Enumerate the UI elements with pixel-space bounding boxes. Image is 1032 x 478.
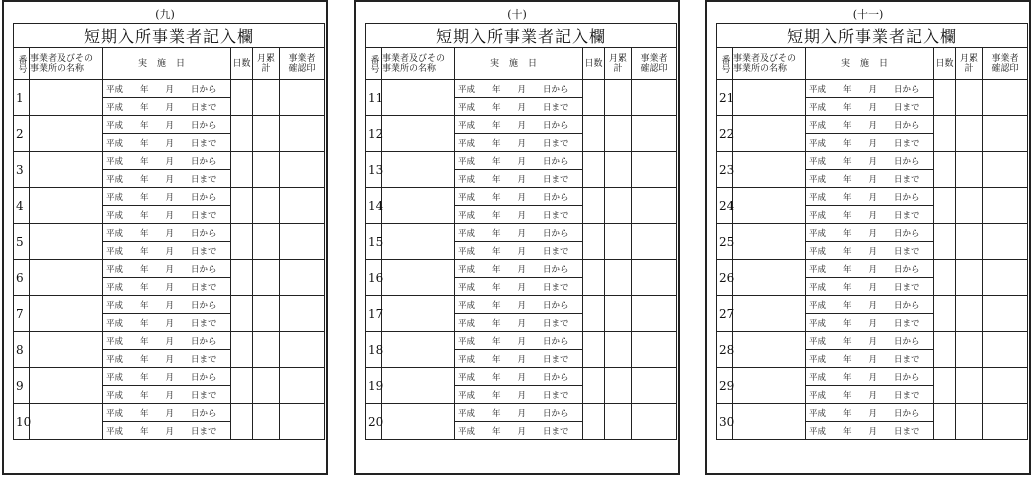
- date-to-field[interactable]: 平成 年 月 日まで: [806, 134, 934, 152]
- table-row: [366, 116, 677, 134]
- days-cell[interactable]: [583, 116, 605, 152]
- header-seal-line1: 事業者: [288, 53, 316, 64]
- table-row: [14, 296, 325, 314]
- seal-cell[interactable]: [983, 296, 1028, 332]
- form-panel: [354, 0, 680, 475]
- form-panel: [705, 0, 1031, 475]
- business-name-cell[interactable]: [733, 188, 806, 224]
- table-row: [717, 224, 1028, 242]
- table-row: [366, 368, 677, 386]
- seal-cell[interactable]: [983, 368, 1028, 404]
- date-to-field[interactable]: 平成 年 月 日まで: [806, 386, 934, 404]
- date-from-field[interactable]: 平成 年 月 日から: [455, 116, 583, 134]
- date-from-field[interactable]: 平成 年 月 日から: [806, 368, 934, 386]
- row-number: 12: [366, 116, 382, 152]
- header-business-name-line2: 事業所の名称: [382, 63, 437, 74]
- header-seal-line2: 確認印: [288, 63, 316, 74]
- business-name-cell[interactable]: [733, 296, 806, 332]
- seal-cell[interactable]: [632, 188, 677, 224]
- monthly-total-cell[interactable]: [253, 188, 280, 224]
- business-name-cell[interactable]: [382, 296, 455, 332]
- seal-cell[interactable]: [983, 332, 1028, 368]
- monthly-total-cell[interactable]: [253, 296, 280, 332]
- date-from-field[interactable]: 平成 年 月 日から: [103, 188, 231, 206]
- days-cell[interactable]: [231, 404, 253, 440]
- monthly-total-cell[interactable]: [605, 80, 632, 116]
- seal-cell[interactable]: [983, 152, 1028, 188]
- seal-cell[interactable]: [632, 116, 677, 152]
- monthly-total-cell[interactable]: [253, 116, 280, 152]
- row-number: 22: [717, 116, 733, 152]
- monthly-total-cell[interactable]: [253, 332, 280, 368]
- header-business-name-line1: 事業者及びその: [30, 53, 94, 64]
- date-from-field[interactable]: 平成 年 月 日から: [455, 188, 583, 206]
- table-row: [717, 260, 1028, 278]
- days-cell[interactable]: [934, 332, 956, 368]
- date-to-field[interactable]: 平成 年 月 日まで: [103, 242, 231, 260]
- date-to-field[interactable]: 平成 年 月 日まで: [103, 98, 231, 116]
- date-to-field[interactable]: 平成 年 月 日まで: [455, 242, 583, 260]
- date-from-field[interactable]: 平成 年 月 日から: [103, 152, 231, 170]
- date-to-field[interactable]: 平成 年 月 日まで: [806, 206, 934, 224]
- row-number: 20: [366, 404, 382, 440]
- table-row: [366, 332, 677, 350]
- business-name-cell[interactable]: [30, 296, 103, 332]
- business-name-cell[interactable]: [30, 152, 103, 188]
- table-row: [717, 368, 1028, 386]
- days-cell[interactable]: [231, 80, 253, 116]
- date-to-field[interactable]: 平成 年 月 日まで: [455, 134, 583, 152]
- days-cell[interactable]: [231, 260, 253, 296]
- seal-cell[interactable]: [983, 116, 1028, 152]
- business-name-cell[interactable]: [30, 116, 103, 152]
- seal-cell[interactable]: [632, 368, 677, 404]
- date-to-field[interactable]: 平成 年 月 日まで: [806, 314, 934, 332]
- record-table: [13, 23, 325, 440]
- row-number: 13: [366, 152, 382, 188]
- header-days: 日数: [934, 48, 956, 80]
- monthly-total-cell[interactable]: [956, 80, 983, 116]
- date-to-field[interactable]: 平成 年 月 日まで: [806, 242, 934, 260]
- seal-cell[interactable]: [632, 404, 677, 440]
- table-row: [14, 224, 325, 242]
- header-monthly-total: 月累計: [956, 48, 983, 80]
- monthly-total-cell[interactable]: [605, 116, 632, 152]
- table-row: [366, 224, 677, 242]
- date-from-field[interactable]: 平成 年 月 日から: [806, 296, 934, 314]
- business-name-cell[interactable]: [382, 260, 455, 296]
- days-cell[interactable]: [934, 404, 956, 440]
- date-to-field[interactable]: 平成 年 月 日まで: [806, 350, 934, 368]
- days-cell[interactable]: [583, 80, 605, 116]
- business-name-cell[interactable]: [733, 116, 806, 152]
- date-from-field[interactable]: 平成 年 月 日から: [806, 152, 934, 170]
- row-number: 26: [717, 260, 733, 296]
- header-business-name-line2: 事業所の名称: [30, 63, 85, 74]
- date-to-field[interactable]: 平成 年 月 日まで: [103, 170, 231, 188]
- business-name-cell[interactable]: [382, 368, 455, 404]
- date-to-field[interactable]: 平成 年 月 日まで: [806, 98, 934, 116]
- seal-cell[interactable]: [280, 368, 325, 404]
- date-to-field[interactable]: 平成 年 月 日まで: [806, 170, 934, 188]
- date-to-field[interactable]: 平成 年 月 日まで: [103, 386, 231, 404]
- seal-cell[interactable]: [632, 296, 677, 332]
- row-number: 24: [717, 188, 733, 224]
- monthly-total-cell[interactable]: [605, 224, 632, 260]
- header-seal-line2: 確認印: [640, 63, 668, 74]
- seal-cell[interactable]: [280, 80, 325, 116]
- form-panel: [2, 0, 328, 475]
- days-cell[interactable]: [934, 152, 956, 188]
- business-name-cell[interactable]: [733, 80, 806, 116]
- monthly-total-cell[interactable]: [605, 332, 632, 368]
- business-name-cell[interactable]: [382, 188, 455, 224]
- monthly-total-cell[interactable]: [956, 368, 983, 404]
- days-cell[interactable]: [934, 260, 956, 296]
- days-cell[interactable]: [583, 404, 605, 440]
- date-to-field[interactable]: 平成 年 月 日まで: [103, 206, 231, 224]
- table-row: [366, 404, 677, 422]
- header-implementation-date: 実施日: [455, 48, 583, 80]
- row-number: 1: [14, 80, 30, 116]
- seal-cell[interactable]: [280, 188, 325, 224]
- date-to-field[interactable]: 平成 年 月 日まで: [455, 170, 583, 188]
- days-cell[interactable]: [934, 368, 956, 404]
- monthly-total-cell[interactable]: [956, 116, 983, 152]
- seal-cell[interactable]: [983, 188, 1028, 224]
- table-row: [14, 404, 325, 422]
- table-row: [717, 116, 1028, 134]
- seal-cell[interactable]: [280, 332, 325, 368]
- days-cell[interactable]: [231, 296, 253, 332]
- row-number: 8: [14, 332, 30, 368]
- monthly-total-cell[interactable]: [605, 404, 632, 440]
- business-name-cell[interactable]: [382, 332, 455, 368]
- row-number: 10: [14, 404, 30, 440]
- date-to-field[interactable]: 平成 年 月 日まで: [455, 278, 583, 296]
- panel-label: (九): [155, 8, 175, 21]
- date-from-field[interactable]: 平成 年 月 日から: [455, 260, 583, 278]
- date-from-field[interactable]: 平成 年 月 日から: [455, 368, 583, 386]
- row-number: 29: [717, 368, 733, 404]
- date-from-field[interactable]: 平成 年 月 日から: [455, 404, 583, 422]
- monthly-total-cell[interactable]: [253, 404, 280, 440]
- row-number: 21: [717, 80, 733, 116]
- table-row: [366, 260, 677, 278]
- seal-cell[interactable]: [280, 224, 325, 260]
- seal-cell[interactable]: [983, 224, 1028, 260]
- monthly-total-cell[interactable]: [605, 188, 632, 224]
- header-confirmation-seal: [983, 48, 1028, 80]
- business-name-cell[interactable]: [733, 224, 806, 260]
- header-seal-line1: 事業者: [991, 53, 1019, 64]
- date-to-field[interactable]: 平成 年 月 日まで: [806, 422, 934, 440]
- row-number: 27: [717, 296, 733, 332]
- header-monthly-total: 月累計: [253, 48, 280, 80]
- header-days: 日数: [231, 48, 253, 80]
- date-from-field[interactable]: 平成 年 月 日から: [103, 332, 231, 350]
- table-row: [717, 80, 1028, 98]
- date-to-field[interactable]: 平成 年 月 日まで: [455, 386, 583, 404]
- monthly-total-cell[interactable]: [253, 152, 280, 188]
- date-to-field[interactable]: 平成 年 月 日まで: [103, 422, 231, 440]
- days-cell[interactable]: [583, 332, 605, 368]
- monthly-total-cell[interactable]: [956, 188, 983, 224]
- business-name-cell[interactable]: [733, 404, 806, 440]
- date-from-field[interactable]: 平成 年 月 日から: [806, 80, 934, 98]
- days-cell[interactable]: [934, 188, 956, 224]
- date-from-field[interactable]: 平成 年 月 日から: [806, 116, 934, 134]
- days-cell[interactable]: [934, 296, 956, 332]
- monthly-total-cell[interactable]: [956, 152, 983, 188]
- date-from-field[interactable]: 平成 年 月 日から: [103, 296, 231, 314]
- monthly-total-cell[interactable]: [605, 296, 632, 332]
- header-number: 番号: [366, 48, 382, 80]
- table-row: [717, 296, 1028, 314]
- monthly-total-cell[interactable]: [956, 260, 983, 296]
- record-table: [365, 23, 677, 440]
- row-number: 15: [366, 224, 382, 260]
- date-from-field[interactable]: 平成 年 月 日から: [103, 368, 231, 386]
- days-cell[interactable]: [583, 152, 605, 188]
- business-name-cell[interactable]: [30, 188, 103, 224]
- header-monthly-total: 月累計: [605, 48, 632, 80]
- row-number: 16: [366, 260, 382, 296]
- header-confirmation-seal: [632, 48, 677, 80]
- monthly-total-cell[interactable]: [605, 152, 632, 188]
- header-business-name-line2: 事業所の名称: [733, 63, 788, 74]
- days-cell[interactable]: [934, 224, 956, 260]
- date-from-field[interactable]: 平成 年 月 日から: [455, 152, 583, 170]
- date-to-field[interactable]: 平成 年 月 日まで: [103, 134, 231, 152]
- days-cell[interactable]: [231, 152, 253, 188]
- row-number: 7: [14, 296, 30, 332]
- header-business-name-line1: 事業者及びその: [733, 53, 797, 64]
- header-number: 番号: [14, 48, 30, 80]
- table-row: [14, 152, 325, 170]
- table-row: [717, 188, 1028, 206]
- seal-cell[interactable]: [280, 116, 325, 152]
- header-business-name: [733, 48, 806, 80]
- date-from-field[interactable]: 平成 年 月 日から: [103, 116, 231, 134]
- business-name-cell[interactable]: [30, 224, 103, 260]
- seal-cell[interactable]: [280, 152, 325, 188]
- monthly-total-cell[interactable]: [956, 296, 983, 332]
- panel-label: (十): [507, 8, 527, 21]
- seal-cell[interactable]: [280, 404, 325, 440]
- row-number: 18: [366, 332, 382, 368]
- date-from-field[interactable]: 平成 年 月 日から: [103, 224, 231, 242]
- row-number: 19: [366, 368, 382, 404]
- row-number: 14: [366, 188, 382, 224]
- days-cell[interactable]: [583, 296, 605, 332]
- seal-cell[interactable]: [632, 224, 677, 260]
- date-to-field[interactable]: 平成 年 月 日まで: [455, 98, 583, 116]
- row-number: 5: [14, 224, 30, 260]
- business-name-cell[interactable]: [733, 152, 806, 188]
- header-number: 番号: [717, 48, 733, 80]
- record-table: [716, 23, 1028, 440]
- seal-cell[interactable]: [983, 260, 1028, 296]
- business-name-cell[interactable]: [30, 404, 103, 440]
- seal-cell[interactable]: [632, 80, 677, 116]
- date-from-field[interactable]: 平成 年 月 日から: [455, 332, 583, 350]
- seal-cell[interactable]: [632, 332, 677, 368]
- table-row: [366, 80, 677, 98]
- business-name-cell[interactable]: [30, 332, 103, 368]
- date-to-field[interactable]: 平成 年 月 日まで: [455, 422, 583, 440]
- monthly-total-cell[interactable]: [253, 368, 280, 404]
- date-to-field[interactable]: 平成 年 月 日まで: [103, 314, 231, 332]
- days-cell[interactable]: [583, 260, 605, 296]
- business-name-cell[interactable]: [733, 260, 806, 296]
- business-name-cell[interactable]: [733, 368, 806, 404]
- date-from-field[interactable]: 平成 年 月 日から: [455, 224, 583, 242]
- table-title: 短期入所事業者記入欄: [366, 24, 677, 48]
- panel-label: (十一): [852, 8, 884, 21]
- date-from-field[interactable]: 平成 年 月 日から: [103, 404, 231, 422]
- days-cell[interactable]: [231, 368, 253, 404]
- monthly-total-cell[interactable]: [605, 368, 632, 404]
- business-name-cell[interactable]: [30, 80, 103, 116]
- days-cell[interactable]: [231, 188, 253, 224]
- date-from-field[interactable]: 平成 年 月 日から: [806, 224, 934, 242]
- seal-cell[interactable]: [280, 260, 325, 296]
- table-row: [717, 404, 1028, 422]
- date-to-field[interactable]: 平成 年 月 日まで: [806, 278, 934, 296]
- seal-cell[interactable]: [983, 80, 1028, 116]
- days-cell[interactable]: [231, 224, 253, 260]
- table-row: [14, 332, 325, 350]
- business-name-cell[interactable]: [382, 80, 455, 116]
- header-seal-line2: 確認印: [991, 63, 1019, 74]
- seal-cell[interactable]: [632, 260, 677, 296]
- business-name-cell[interactable]: [733, 332, 806, 368]
- header-implementation-date: 実施日: [806, 48, 934, 80]
- date-to-field[interactable]: 平成 年 月 日まで: [455, 206, 583, 224]
- days-cell[interactable]: [934, 80, 956, 116]
- business-name-cell[interactable]: [30, 260, 103, 296]
- table-row: [717, 332, 1028, 350]
- business-name-cell[interactable]: [382, 224, 455, 260]
- date-from-field[interactable]: 平成 年 月 日から: [806, 260, 934, 278]
- business-name-cell[interactable]: [30, 368, 103, 404]
- table-row: [366, 296, 677, 314]
- days-cell[interactable]: [583, 368, 605, 404]
- table-row: [14, 188, 325, 206]
- row-number: 9: [14, 368, 30, 404]
- days-cell[interactable]: [583, 188, 605, 224]
- row-number: 4: [14, 188, 30, 224]
- table-title: 短期入所事業者記入欄: [14, 24, 325, 48]
- table-row: [14, 116, 325, 134]
- date-from-field[interactable]: 平成 年 月 日から: [806, 188, 934, 206]
- table-row: [14, 368, 325, 386]
- header-business-name: [382, 48, 455, 80]
- monthly-total-cell[interactable]: [956, 224, 983, 260]
- date-from-field[interactable]: 平成 年 月 日から: [103, 80, 231, 98]
- table-title: 短期入所事業者記入欄: [717, 24, 1028, 48]
- table-row: [366, 152, 677, 170]
- seal-cell[interactable]: [280, 296, 325, 332]
- monthly-total-cell[interactable]: [605, 260, 632, 296]
- header-confirmation-seal: [280, 48, 325, 80]
- header-business-name: [30, 48, 103, 80]
- days-cell[interactable]: [934, 116, 956, 152]
- header-implementation-date: 実施日: [103, 48, 231, 80]
- row-number: 3: [14, 152, 30, 188]
- date-from-field[interactable]: 平成 年 月 日から: [806, 404, 934, 422]
- days-cell[interactable]: [231, 116, 253, 152]
- monthly-total-cell[interactable]: [956, 332, 983, 368]
- days-cell[interactable]: [583, 224, 605, 260]
- date-from-field[interactable]: 平成 年 月 日から: [455, 296, 583, 314]
- header-days: 日数: [583, 48, 605, 80]
- table-row: [717, 152, 1028, 170]
- seal-cell[interactable]: [983, 404, 1028, 440]
- row-number: 2: [14, 116, 30, 152]
- date-to-field[interactable]: 平成 年 月 日まで: [103, 350, 231, 368]
- business-name-cell[interactable]: [382, 404, 455, 440]
- monthly-total-cell[interactable]: [253, 260, 280, 296]
- business-name-cell[interactable]: [382, 116, 455, 152]
- header-business-name-line1: 事業者及びその: [382, 53, 446, 64]
- row-number: 30: [717, 404, 733, 440]
- row-number: 25: [717, 224, 733, 260]
- table-row: [366, 188, 677, 206]
- business-name-cell[interactable]: [382, 152, 455, 188]
- row-number: 6: [14, 260, 30, 296]
- date-to-field[interactable]: 平成 年 月 日まで: [103, 278, 231, 296]
- seal-cell[interactable]: [632, 152, 677, 188]
- monthly-total-cell[interactable]: [956, 404, 983, 440]
- date-from-field[interactable]: 平成 年 月 日から: [103, 260, 231, 278]
- table-row: [14, 80, 325, 98]
- row-number: 11: [366, 80, 382, 116]
- monthly-total-cell[interactable]: [253, 80, 280, 116]
- date-to-field[interactable]: 平成 年 月 日まで: [455, 350, 583, 368]
- date-from-field[interactable]: 平成 年 月 日から: [455, 80, 583, 98]
- table-row: [14, 260, 325, 278]
- row-number: 23: [717, 152, 733, 188]
- date-from-field[interactable]: 平成 年 月 日から: [806, 332, 934, 350]
- row-number: 28: [717, 332, 733, 368]
- header-seal-line1: 事業者: [640, 53, 668, 64]
- date-to-field[interactable]: 平成 年 月 日まで: [455, 314, 583, 332]
- days-cell[interactable]: [231, 332, 253, 368]
- row-number: 17: [366, 296, 382, 332]
- monthly-total-cell[interactable]: [253, 224, 280, 260]
